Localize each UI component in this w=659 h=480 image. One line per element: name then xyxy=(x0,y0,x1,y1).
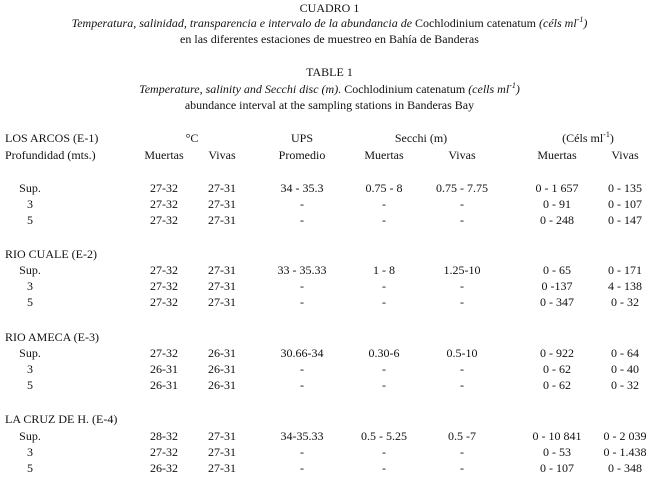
cell-cels-vivas: 0 - 2 039 xyxy=(603,429,647,443)
cell-depth: 5 xyxy=(27,378,33,392)
station-name: LA CRUZ DE H. (E-4) xyxy=(5,412,118,426)
cell-temp-muertas: 27-32 xyxy=(150,263,178,277)
cell-depth: Sup. xyxy=(19,263,41,277)
cell-temp-vivas: 26-31 xyxy=(208,346,236,360)
cell-temp-vivas: 27-31 xyxy=(208,263,236,277)
table-caption-line1 xyxy=(0,81,659,97)
header-temp: °C xyxy=(185,131,199,145)
cell-secchi-muertas: 1 - 8 xyxy=(373,263,395,277)
cell-temp-vivas: 27-31 xyxy=(208,197,236,211)
cuadro-caption-text-a: Temperatura, salinidad, transparencia e intervalo de la abundancia de xyxy=(71,16,416,30)
cell-secchi-muertas: - xyxy=(382,461,386,475)
cell-temp-muertas: 27-32 xyxy=(150,197,178,211)
header-temp-muertas: Muertas xyxy=(144,148,184,162)
cell-cels-muertas: 0 - 62 xyxy=(543,362,571,376)
table-caption-text-b: (cells ml xyxy=(465,82,510,96)
cell-ups-promedio: - xyxy=(300,295,304,309)
cell-secchi-muertas: - xyxy=(382,362,386,376)
table-row xyxy=(0,196,659,212)
cell-cels-muertas: 0 - 922 xyxy=(540,346,574,360)
cell-ups-promedio: - xyxy=(300,213,304,227)
cell-depth: 3 xyxy=(27,445,33,459)
cell-temp-muertas: 27-32 xyxy=(150,445,178,459)
cell-temp-vivas: 27-31 xyxy=(208,445,236,459)
table-caption-species: Cochlodinium catenatum xyxy=(344,82,466,96)
cell-depth: 3 xyxy=(27,362,33,376)
cell-secchi-vivas: - xyxy=(460,362,464,376)
cell-ups-promedio: - xyxy=(300,445,304,459)
table-row xyxy=(0,444,659,460)
cell-secchi-muertas: 0.30-6 xyxy=(368,346,400,360)
cell-depth: Sup. xyxy=(19,181,41,195)
cell-cels-vivas: 0 - 40 xyxy=(611,362,639,376)
cell-cels-vivas: 4 - 138 xyxy=(608,279,642,293)
cell-secchi-vivas: - xyxy=(460,213,464,227)
cell-temp-muertas: 27-32 xyxy=(150,213,178,227)
cell-ups-promedio: 33 - 35.33 xyxy=(277,263,327,277)
cell-secchi-muertas: - xyxy=(382,445,386,459)
cell-depth: 5 xyxy=(27,461,33,475)
cell-temp-muertas: 28-32 xyxy=(150,429,178,443)
cell-temp-muertas: 26-31 xyxy=(150,362,178,376)
table-row xyxy=(0,377,659,393)
cell-cels-muertas: 0 - 347 xyxy=(540,295,574,309)
table-caption-line2: abundance interval at the sampling stations in Banderas Bay xyxy=(184,98,475,112)
station-name: RIO CUALE (E-2) xyxy=(5,247,97,261)
cell-cels-vivas: 0 - 64 xyxy=(611,346,639,360)
cell-secchi-muertas: 0.75 - 8 xyxy=(365,181,403,195)
cell-temp-muertas: 26-31 xyxy=(150,378,178,392)
cell-depth: 5 xyxy=(27,213,33,227)
cell-secchi-muertas: - xyxy=(382,279,386,293)
cell-secchi-vivas: - xyxy=(460,378,464,392)
cell-cels-vivas: 0 - 107 xyxy=(608,197,642,211)
cell-temp-vivas: 27-31 xyxy=(208,429,236,443)
table-row xyxy=(0,278,659,294)
cell-cels-muertas: 0 - 53 xyxy=(543,445,571,459)
table-row xyxy=(0,262,659,278)
table-row xyxy=(0,345,659,361)
cell-cels-muertas: 0 - 1 657 xyxy=(535,181,579,195)
cuadro-caption-line1 xyxy=(0,15,659,31)
header-secchi-muertas: Muertas xyxy=(364,148,404,162)
table-caption-sup: -1 xyxy=(509,81,516,90)
table-caption-close: ) xyxy=(515,82,520,96)
cell-cels-muertas: 0 - 65 xyxy=(543,263,571,277)
cell-secchi-vivas: 0.5 -7 xyxy=(448,429,476,443)
cell-temp-muertas: 27-32 xyxy=(150,181,178,195)
cell-secchi-vivas: - xyxy=(460,295,464,309)
cell-temp-vivas: 26-31 xyxy=(208,378,236,392)
cell-temp-vivas: 27-31 xyxy=(208,213,236,227)
cell-cels-vivas: 0 - 1.438 xyxy=(603,445,647,459)
cell-secchi-muertas: - xyxy=(382,213,386,227)
header-ups-promedio: Promedio xyxy=(278,148,326,162)
cuadro-title: CUADRO 1 xyxy=(299,1,360,15)
station-label-2 xyxy=(0,329,659,345)
table-row xyxy=(0,180,659,196)
table-row xyxy=(0,460,659,476)
cell-cels-vivas: 0 - 171 xyxy=(608,263,642,277)
table-row xyxy=(0,361,659,377)
header-row-1 xyxy=(0,130,659,146)
cell-temp-vivas: 27-31 xyxy=(208,295,236,309)
cell-secchi-muertas: - xyxy=(382,197,386,211)
cell-depth: Sup. xyxy=(19,429,41,443)
cell-depth: 3 xyxy=(27,279,33,293)
cell-depth: Sup. xyxy=(19,346,41,360)
cell-temp-muertas: 27-32 xyxy=(150,295,178,309)
table-row xyxy=(0,428,659,444)
header-row-2 xyxy=(0,147,659,163)
cell-ups-promedio: - xyxy=(300,362,304,376)
header-depth: Profundidad (mts.) xyxy=(5,148,96,162)
station-e1-label: LOS ARCOS (E-1) xyxy=(5,131,99,145)
cell-ups-promedio: - xyxy=(300,378,304,392)
cell-cels-vivas: 0 - 135 xyxy=(608,181,642,195)
table-caption-text-a: Temperature, salinity and Secchi disc (m). xyxy=(139,82,345,96)
cell-cels-muertas: 0 - 91 xyxy=(543,197,571,211)
cell-cels-vivas: 0 - 147 xyxy=(608,213,642,227)
cell-secchi-vivas: - xyxy=(460,445,464,459)
table-row xyxy=(0,212,659,228)
cell-secchi-vivas: - xyxy=(460,279,464,293)
cell-secchi-vivas: 0.75 - 7.75 xyxy=(436,181,488,195)
header-secchi: Secchi (m) xyxy=(394,131,448,145)
cell-cels-vivas: 0 - 348 xyxy=(608,461,642,475)
cell-secchi-muertas: - xyxy=(382,295,386,309)
cuadro-caption-line2: en las diferentes estaciones de muestreo en Bahía de Banderas xyxy=(180,32,479,46)
cell-depth: 5 xyxy=(27,295,33,309)
station-name: RIO AMECA (E-3) xyxy=(5,330,99,344)
cell-secchi-muertas: 0.5 - 5.25 xyxy=(361,429,407,443)
station-label-1 xyxy=(0,246,659,262)
cell-cels-muertas: 0 - 62 xyxy=(543,378,571,392)
cell-cels-vivas: 0 - 32 xyxy=(611,378,639,392)
header-temp-vivas: Vivas xyxy=(208,148,236,162)
table-row xyxy=(0,294,659,310)
cell-ups-promedio: 30.66-34 xyxy=(280,346,324,360)
cell-ups-promedio: 34-35.33 xyxy=(280,429,324,443)
cuadro-caption-text-b: (céls ml xyxy=(536,16,577,30)
cell-ups-promedio: 34 - 35.3 xyxy=(280,181,324,195)
cell-cels-muertas: 0 -137 xyxy=(541,279,573,293)
cuadro-caption-close: ) xyxy=(583,16,588,30)
cell-cels-vivas: 0 - 32 xyxy=(611,295,639,309)
cell-temp-muertas: 26-32 xyxy=(150,461,178,475)
station-label-3 xyxy=(0,411,659,427)
header-cels-vivas: Vivas xyxy=(611,148,639,162)
header-cels: (Céls $ml^{-1}$) xyxy=(562,130,614,145)
cell-temp-vivas: 26-31 xyxy=(208,362,236,376)
cuadro-caption-species: Cochlodinium catenatum xyxy=(415,16,537,30)
cell-secchi-muertas: - xyxy=(382,378,386,392)
cell-secchi-vivas: - xyxy=(460,197,464,211)
cell-ups-promedio: - xyxy=(300,197,304,211)
cell-temp-vivas: 27-31 xyxy=(208,279,236,293)
cell-secchi-vivas: 1.25-10 xyxy=(443,263,481,277)
cell-depth: 3 xyxy=(27,197,33,211)
cell-secchi-vivas: 0.5-10 xyxy=(446,346,478,360)
header-cels-muertas: Muertas xyxy=(537,148,577,162)
table-title: TABLE 1 xyxy=(306,65,353,79)
cell-ups-promedio: - xyxy=(300,279,304,293)
header-secchi-vivas: Vivas xyxy=(448,148,476,162)
cell-temp-vivas: 27-31 xyxy=(208,461,236,475)
cell-cels-muertas: 0 - 10 841 xyxy=(532,429,582,443)
header-ups: UPS xyxy=(290,131,314,145)
cell-temp-vivas: 27-31 xyxy=(208,181,236,195)
cell-secchi-vivas: - xyxy=(460,461,464,475)
cuadro-caption-sup: -1 xyxy=(576,15,584,24)
cell-temp-muertas: 27-32 xyxy=(150,279,178,293)
cell-cels-muertas: 0 - 248 xyxy=(540,213,574,227)
cell-temp-muertas: 27-32 xyxy=(150,346,178,360)
cell-ups-promedio: - xyxy=(300,461,304,475)
cell-cels-muertas: 0 - 107 xyxy=(540,461,574,475)
